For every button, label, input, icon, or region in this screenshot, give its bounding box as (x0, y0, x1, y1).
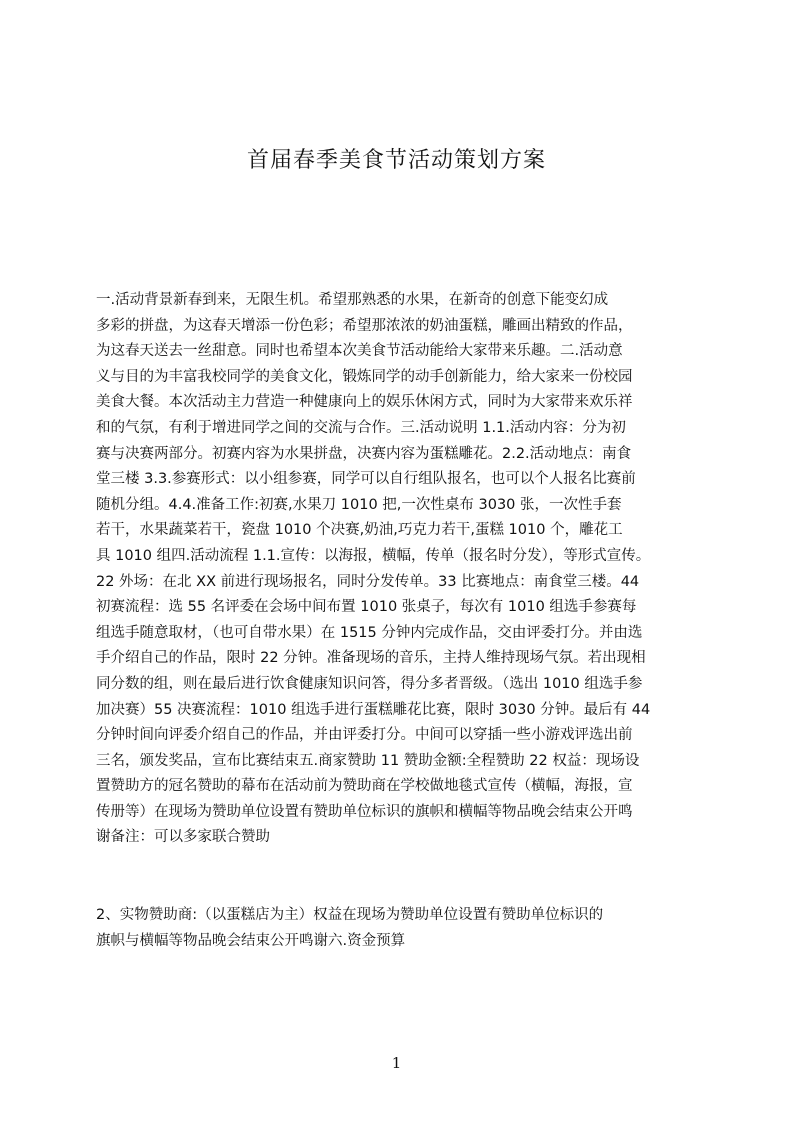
text-line: 义与目的为丰富我校同学的美食文化，锻炼同学的动手创新能力，给大家来一份校园 (96, 368, 633, 385)
text-line: 赛与决赛两部分。初赛内容为水果拼盘，决赛内容为蛋糕雕花。2.2.活动地点：南食 (96, 445, 632, 462)
text-line: 具 1010 组四.活动流程 1.1.宣传：以海报，横幅，传单（报名时分发），等形式宣传。 (96, 547, 651, 564)
text-line: 为这春天送去一丝甜意。同时也希望本次美食节活动能给大家带来乐趣。二.活动意 (96, 343, 623, 360)
text-line: 初赛流程：选 55 名评委在会场中间布置 1010 张桌子，每次有 1010 组选手参赛每 (96, 599, 637, 616)
text-line: 分钟时间向评委介绍自己的作品，并由评委打分。中间可以穿插一些小游戏评选出前 (96, 727, 633, 744)
text-line: 2、实物赞助商:（以蛋糕店为主）权益在现场为赞助单位设置有赞助单位标识的 (96, 907, 604, 923)
text-line: 堂三楼 3.3.参赛形式：以小组参赛，同学可以自行组队报名，也可以个人报名比赛前 (96, 471, 636, 488)
text-line: 置赞助方的冠名赞助的幕布在活动前为赞助商在学校做地毯式宣传（横幅，海报，宣 (96, 778, 633, 795)
text-line: 若干，水果蔬菜若干，瓷盘 1010 个决赛,奶油,巧克力若干,蛋糕 1010 个，雕花工 (96, 522, 623, 539)
text-line: 和的气氛，有利于增进同学之间的交流与合作。三.活动说明 1.1.活动内容：分为初 (96, 419, 626, 436)
body-paragraph-2 (96, 903, 698, 954)
text-line: 美食大餐。本次活动主力营造一种健康向上的娱乐休闲方式，同时为大家带来欢乐祥 (96, 394, 633, 411)
text-line: 手介绍自己的作品，限时 22 分钟。准备现场的音乐，主持人维持现场气氛。若出现相 (96, 650, 646, 667)
text-line: 多彩的拼盘，为这春天增添一份色彩；希望那浓浓的奶油蛋糕，雕画出精致的作品， (96, 317, 633, 334)
text-line: 三名，颁发奖品，宣布比赛结束五.商家赞助 11 赞助金额:全程赞助 22 权益：现场设 (96, 752, 640, 769)
page-number: 1 (391, 1054, 402, 1072)
document-title: 首届春季美食节活动策划方案 (246, 148, 546, 173)
text-line: 传册等）在现场为赞助单位设置有赞助单位标识的旗帜和横幅等物品晚会结束公开鸣 (96, 803, 633, 820)
text-line: 加决赛）55 决赛流程：1010 组选手进行蛋糕雕花比赛，限时 3030 分钟。最后有 44 (96, 701, 651, 718)
text-line: 旗帜与横幅等物品晚会结束公开鸣谢六.资金预算 (96, 932, 406, 949)
text-line: 22 外场：在北 XX 前进行现场报名，同时分发传单。33 比赛地点：南食堂三楼。44 (96, 573, 640, 590)
text-line: 谢备注：可以多家联合赞助 (96, 829, 270, 846)
body-paragraph-1 (96, 288, 698, 851)
text-line: 随机分组。4.4.准备工作:初赛,水果刀 1010 把,一次性桌布 3030 张，一次性手套 (96, 496, 622, 513)
text-line: 一.活动背景新春到来，无限生机。希望那熟悉的水果，在新奇的创意下能变幻成 (96, 292, 609, 308)
text-line: 组选手随意取材，（也可自带水果）在 1515 分钟内完成作品，交由评委打分。并由选 (96, 624, 643, 641)
text-line: 同分数的组，则在最后进行饮食健康知识问答，得分多者晋级。（选出 1010 组选手参 (96, 675, 643, 692)
